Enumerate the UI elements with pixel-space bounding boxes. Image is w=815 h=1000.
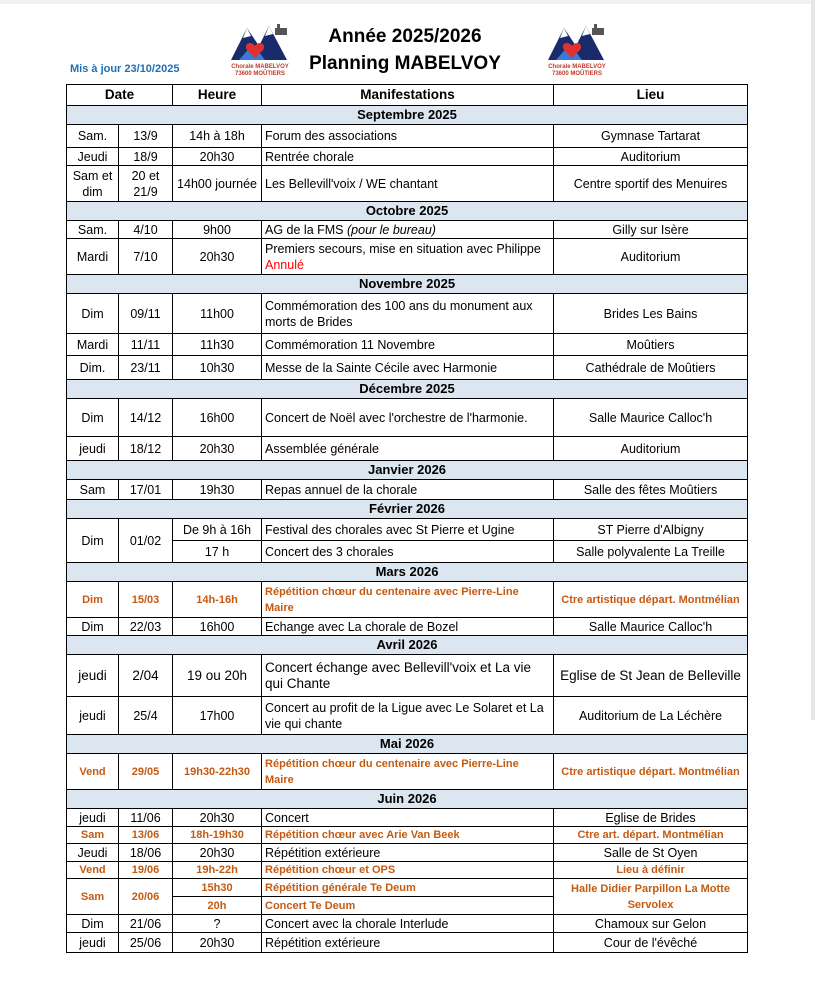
- date-cell: 23/11: [119, 356, 173, 380]
- place-cell: Salle Maurice Calloc'h: [554, 618, 748, 636]
- date-cell: 22/03: [119, 618, 173, 636]
- table-row: [67, 239, 748, 275]
- time-cell: 9h00: [173, 221, 262, 239]
- day-cell: Sam: [67, 827, 119, 844]
- date-cell: 09/11: [119, 294, 173, 334]
- month-row: [67, 106, 748, 125]
- place-cell: Ctre artistique départ. Montmélian: [554, 582, 748, 618]
- date-cell: 15/03: [119, 582, 173, 618]
- date-cell: 13/06: [119, 827, 173, 844]
- month-row: [67, 202, 748, 221]
- column-header-heure: Heure: [173, 85, 262, 106]
- month-row: [67, 275, 748, 294]
- mountain-logo-icon: [542, 20, 612, 64]
- event-cell: [262, 239, 554, 275]
- place-cell: Auditorium: [554, 148, 748, 166]
- event-text: Premiers secours, mise en situation avec Philippe: [265, 241, 541, 256]
- event-cell: Concert de Noël avec l'orchestre de l'harmonie.: [262, 399, 554, 437]
- month-label: Octobre 2025: [67, 202, 748, 221]
- date-cell: 25/4: [119, 697, 173, 735]
- page-title: Planning MABELVOY: [309, 53, 501, 74]
- day-cell: Sam: [67, 480, 119, 500]
- place-cell: Chamoux sur Gelon: [554, 915, 748, 933]
- day-cell: Vend: [67, 754, 119, 790]
- logo-caption-name: Chorale MABELVOY: [548, 64, 606, 70]
- day-cell: Dim: [67, 915, 119, 933]
- time-cell: De 9h à 16h: [173, 519, 262, 541]
- date-cell: 20 et 21/9: [119, 166, 173, 202]
- day-cell: jeudi: [67, 437, 119, 461]
- table-row: [67, 809, 748, 827]
- date-cell: 13/9: [119, 125, 173, 148]
- place-cell: Centre sportif des Menuires: [554, 166, 748, 202]
- day-cell: Jeudi: [67, 148, 119, 166]
- time-cell: 20h30: [173, 844, 262, 862]
- table-row: [67, 862, 748, 879]
- place-cell: Auditorium: [554, 437, 748, 461]
- event-note: (pour le bureau): [347, 222, 436, 237]
- month-label: Mai 2026: [67, 735, 748, 754]
- event-cell: Commémoration 11 Novembre: [262, 334, 554, 356]
- event-cell: Concert: [262, 809, 554, 827]
- month-row: [67, 636, 748, 655]
- date-cell: 18/9: [119, 148, 173, 166]
- time-cell: 10h30: [173, 356, 262, 380]
- table-row: [67, 221, 748, 239]
- column-header-manifestations: Manifestations: [262, 85, 554, 106]
- time-cell: 20h30: [173, 239, 262, 275]
- time-cell: 19h-22h: [173, 862, 262, 879]
- place-cell: Eglise de St Jean de Belleville: [554, 655, 748, 697]
- time-cell: 11h30: [173, 334, 262, 356]
- month-label: Février 2026: [67, 500, 748, 519]
- time-cell: 15h30: [173, 879, 262, 897]
- place-cell: Ctre artistique départ. Montmélian: [554, 754, 748, 790]
- time-cell: 20h30: [173, 809, 262, 827]
- day-cell: jeudi: [67, 809, 119, 827]
- event-cell: Echange avec La chorale de Bozel: [262, 618, 554, 636]
- event-cell: Répétition chœur et OPS: [262, 862, 554, 879]
- event-cell: Répétition générale Te Deum: [262, 879, 554, 897]
- place-cell: Halle Didier Parpillon La Motte Servolex: [554, 879, 748, 915]
- table-row: [67, 399, 748, 437]
- place-cell: Gymnase Tartarat: [554, 125, 748, 148]
- column-header-lieu: Lieu: [554, 85, 748, 106]
- column-header-date: Date: [67, 85, 173, 106]
- event-text: AG de la FMS: [265, 222, 344, 237]
- date-cell: 18/12: [119, 437, 173, 461]
- date-cell: 01/02: [119, 519, 173, 563]
- place-cell: Salle polyvalente La Treille: [554, 541, 748, 563]
- time-cell: 20h: [173, 897, 262, 915]
- day-cell: Sam.: [67, 221, 119, 239]
- table-row: [67, 754, 748, 790]
- planning-table: [66, 84, 748, 953]
- day-cell: Dim: [67, 582, 119, 618]
- date-cell: 20/06: [119, 879, 173, 915]
- day-cell: Jeudi: [67, 844, 119, 862]
- update-date: Mis à jour 23/10/2025: [70, 63, 180, 75]
- place-cell: Eglise de Brides: [554, 809, 748, 827]
- event-cell: Répétition chœur du centenaire avec Pierre-Line Maire: [262, 754, 554, 790]
- table-row: [67, 655, 748, 697]
- event-cell: Les Bellevill'voix / WE chantant: [262, 166, 554, 202]
- time-cell: 18h-19h30: [173, 827, 262, 844]
- time-cell: 11h00: [173, 294, 262, 334]
- month-label: Novembre 2025: [67, 275, 748, 294]
- place-cell: Salle Maurice Calloc'h: [554, 399, 748, 437]
- day-cell: Dim.: [67, 356, 119, 380]
- event-cell: Assemblée générale: [262, 437, 554, 461]
- event-cell: Répétition extérieure: [262, 933, 554, 953]
- time-cell: 19 ou 20h: [173, 655, 262, 697]
- place-cell: Cathédrale de Moûtiers: [554, 356, 748, 380]
- event-cell: Commémoration des 100 ans du monument aux morts de Brides: [262, 294, 554, 334]
- day-cell: Sam: [67, 879, 119, 915]
- place-cell: Salle des fêtes Moûtiers: [554, 480, 748, 500]
- time-cell: 17 h: [173, 541, 262, 563]
- event-cell: Concert des 3 chorales: [262, 541, 554, 563]
- day-cell: Sam.: [67, 125, 119, 148]
- month-label: Décembre 2025: [67, 380, 748, 399]
- day-cell: Mardi: [67, 239, 119, 275]
- day-cell: Dim: [67, 294, 119, 334]
- place-cell: Moûtiers: [554, 334, 748, 356]
- place-cell: Cour de l'évêché: [554, 933, 748, 953]
- time-cell: 20h30: [173, 933, 262, 953]
- date-cell: 25/06: [119, 933, 173, 953]
- place-cell: Gilly sur Isère: [554, 221, 748, 239]
- logo-caption-name: Chorale MABELVOY: [231, 64, 289, 70]
- cancelled-badge: Annulé: [265, 257, 304, 272]
- day-cell: jeudi: [67, 655, 119, 697]
- event-cell: Répétition extérieure: [262, 844, 554, 862]
- table-row: [67, 356, 748, 380]
- event-cell: Répétition chœur du centenaire avec Pierre-Line Maire: [262, 582, 554, 618]
- mountain-heart-logo: [542, 20, 612, 80]
- logo-caption-city: 73600 MOÛTIERS: [551, 71, 603, 77]
- month-row: [67, 790, 748, 809]
- event-cell: Concert avec la chorale Interlude: [262, 915, 554, 933]
- date-cell: 19/06: [119, 862, 173, 879]
- date-cell: 21/06: [119, 915, 173, 933]
- day-cell: jeudi: [67, 933, 119, 953]
- date-cell: 17/01: [119, 480, 173, 500]
- event-cell: Concert échange avec Bellevill'voix et La vie qui Chante: [262, 655, 554, 697]
- month-label: Juin 2026: [67, 790, 748, 809]
- place-cell: Salle de St Oyen: [554, 844, 748, 862]
- month-row: [67, 735, 748, 754]
- month-row: [67, 461, 748, 480]
- time-cell: 19h30: [173, 480, 262, 500]
- time-cell: 20h30: [173, 148, 262, 166]
- date-cell: 7/10: [119, 239, 173, 275]
- table-row: [67, 334, 748, 356]
- table-row: [67, 480, 748, 500]
- day-cell: Dim: [67, 519, 119, 563]
- place-cell: Brides Les Bains: [554, 294, 748, 334]
- table-row: [67, 166, 748, 202]
- table-row: [67, 582, 748, 618]
- mountain-heart-logo: [225, 20, 295, 80]
- table-row: [67, 933, 748, 953]
- date-cell: 18/06: [119, 844, 173, 862]
- date-cell: 4/10: [119, 221, 173, 239]
- day-cell: Dim: [67, 618, 119, 636]
- day-cell: Sam et dim: [67, 166, 119, 202]
- date-cell: 2/04: [119, 655, 173, 697]
- day-cell: Vend: [67, 862, 119, 879]
- time-cell: 14h00 journée: [173, 166, 262, 202]
- table-row: [67, 844, 748, 862]
- date-cell: 29/05: [119, 754, 173, 790]
- event-cell: [262, 221, 554, 239]
- event-cell: Repas annuel de la chorale: [262, 480, 554, 500]
- day-cell: Dim: [67, 399, 119, 437]
- logo-caption-city: 73600 MOÛTIERS: [234, 71, 286, 77]
- place-cell: Auditorium: [554, 239, 748, 275]
- event-cell: Festival des chorales avec St Pierre et Ugine: [262, 519, 554, 541]
- place-cell: ST Pierre d'Albigny: [554, 519, 748, 541]
- table-row: [67, 125, 748, 148]
- frame-top: [0, 0, 815, 4]
- event-cell: Concert au profit de la Ligue avec Le Solaret et La vie qui chante: [262, 697, 554, 735]
- event-cell: Forum des associations: [262, 125, 554, 148]
- event-cell: Concert Te Deum: [262, 897, 554, 915]
- place-cell: Ctre art. départ. Montmélian: [554, 827, 748, 844]
- time-cell: ?: [173, 915, 262, 933]
- event-cell: Répétition chœur avec Arie Van Beek: [262, 827, 554, 844]
- date-cell: 11/11: [119, 334, 173, 356]
- month-row: [67, 563, 748, 582]
- time-cell: 14h-16h: [173, 582, 262, 618]
- time-cell: 16h00: [173, 399, 262, 437]
- day-cell: Mardi: [67, 334, 119, 356]
- time-cell: 16h00: [173, 618, 262, 636]
- table-row: [67, 437, 748, 461]
- table-row: [67, 697, 748, 735]
- month-label: Septembre 2025: [67, 106, 748, 125]
- event-cell: Messe de la Sainte Cécile avec Harmonie: [262, 356, 554, 380]
- month-label: Mars 2026: [67, 563, 748, 582]
- table-header-row: [67, 85, 748, 106]
- date-cell: 14/12: [119, 399, 173, 437]
- table-row: [67, 148, 748, 166]
- table-row: [67, 294, 748, 334]
- table-row: [67, 827, 748, 844]
- time-cell: 20h30: [173, 437, 262, 461]
- mountain-logo-icon: [225, 20, 295, 64]
- month-label: Janvier 2026: [67, 461, 748, 480]
- month-row: [67, 380, 748, 399]
- table-row: [67, 879, 748, 897]
- event-cell: Rentrée chorale: [262, 148, 554, 166]
- month-label: Avril 2026: [67, 636, 748, 655]
- day-cell: jeudi: [67, 697, 119, 735]
- frame-right: [811, 0, 815, 720]
- date-cell: 11/06: [119, 809, 173, 827]
- table-row: [67, 519, 748, 541]
- time-cell: 17h00: [173, 697, 262, 735]
- time-cell: 14h à 18h: [173, 125, 262, 148]
- page-title-year: Année 2025/2026: [328, 26, 482, 47]
- table-row: [67, 618, 748, 636]
- place-cell: Lieu à définir: [554, 862, 748, 879]
- month-row: [67, 500, 748, 519]
- table-row: [67, 915, 748, 933]
- place-cell: Auditorium de La Léchère: [554, 697, 748, 735]
- time-cell: 19h30-22h30: [173, 754, 262, 790]
